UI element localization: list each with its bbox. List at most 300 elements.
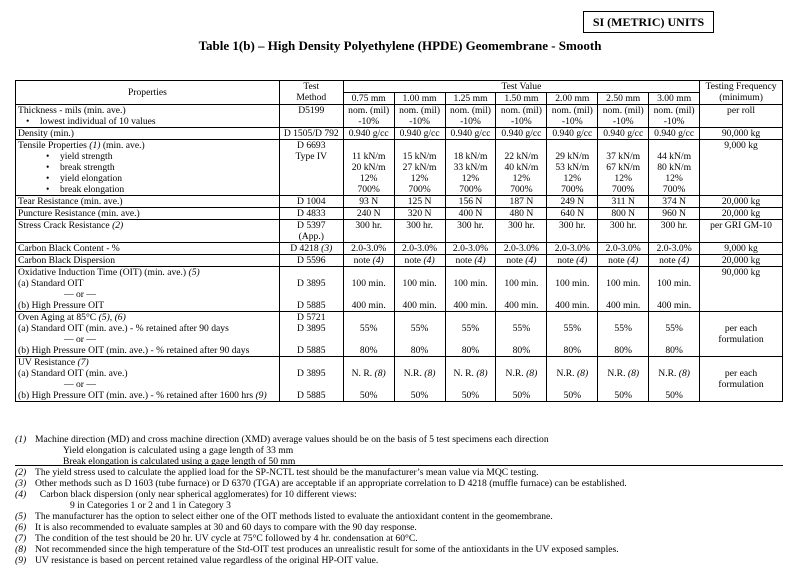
value-line: 700% bbox=[612, 184, 635, 195]
value-line: -10% bbox=[358, 116, 380, 127]
method-line: D 5721 bbox=[297, 312, 326, 323]
prop-oven-or: — or — bbox=[64, 334, 96, 345]
value-text: note bbox=[608, 255, 628, 266]
value-line: 400 min. bbox=[504, 300, 539, 311]
value-cell: 2.0-3.0% bbox=[445, 243, 496, 255]
freq-stress: per GRI GM-10 bbox=[700, 220, 783, 243]
value-cell: 2.0-3.0% bbox=[649, 243, 700, 255]
value-cell bbox=[649, 357, 700, 402]
freq-line: formulation bbox=[718, 379, 764, 390]
value-line: nom. (mil) bbox=[653, 105, 695, 116]
value-line: -10% bbox=[612, 116, 634, 127]
footnote-text: It is also recommended to evaluate samples at 30 and 60 days to compare with the 90 day response. bbox=[35, 522, 417, 533]
value-line: 55% bbox=[614, 323, 633, 334]
value-text: N.R. bbox=[607, 368, 628, 379]
value-cell: 300 hr. bbox=[343, 220, 394, 243]
value-text: N. R. bbox=[453, 368, 477, 379]
prop-thickness bbox=[16, 105, 280, 128]
thickness-header: 1.00 mm bbox=[394, 93, 445, 105]
footnote-label: (9) bbox=[15, 555, 27, 566]
value-cell: 0.940 g/cc bbox=[598, 128, 649, 140]
value-line: 80% bbox=[563, 345, 582, 356]
method-tensile bbox=[279, 140, 343, 196]
value-cell: 2.0-3.0% bbox=[496, 243, 547, 255]
value-cell bbox=[496, 312, 547, 357]
value-cell bbox=[598, 312, 649, 357]
value-line: 55% bbox=[563, 323, 582, 334]
value-line: 55% bbox=[665, 323, 683, 334]
value-line: 100 min. bbox=[402, 278, 437, 289]
prop-oit-or: — or — bbox=[64, 289, 96, 300]
value-cell: 0.940 g/cc bbox=[547, 128, 598, 140]
value-cell: 300 hr. bbox=[445, 220, 496, 243]
thickness-header: 2.50 mm bbox=[598, 93, 649, 105]
note-ref: (4) bbox=[576, 255, 588, 266]
note-ref: (5) bbox=[188, 267, 200, 278]
header-properties: Properties bbox=[16, 81, 280, 105]
value-line: 80% bbox=[614, 345, 633, 356]
prop-oven-std: (a) Standard OIT (min. ave.) - % retained after 90 days bbox=[18, 323, 229, 334]
value-line: 12% bbox=[563, 173, 582, 184]
prop-oit-label: Oxidative Induction Time (OIT) (min. ave.) bbox=[18, 267, 189, 278]
prop-stress-crack bbox=[16, 220, 280, 243]
note-ref: (8) bbox=[627, 368, 640, 379]
note-ref: (4) bbox=[372, 255, 384, 266]
freq-line: per each bbox=[724, 368, 758, 379]
row-puncture bbox=[16, 208, 783, 220]
value-cell bbox=[445, 357, 496, 402]
value-line: 12% bbox=[359, 173, 378, 184]
prop-oit-hp: (b) High Pressure OIT bbox=[18, 300, 105, 311]
footnote-text: The yield stress used to calculate the applied load for the SP-NCTL test should be the manufacturer’s mean value via MQC testing. bbox=[35, 467, 539, 478]
value-cell bbox=[496, 105, 547, 128]
freq-uv bbox=[700, 357, 783, 402]
value-cell bbox=[649, 140, 700, 196]
value-cell: 2.0-3.0% bbox=[343, 243, 394, 255]
value-text: note bbox=[659, 255, 678, 266]
value-line: 700% bbox=[408, 184, 431, 195]
method-thickness: D5199 bbox=[279, 105, 343, 128]
row-oit bbox=[16, 267, 783, 312]
value-cell bbox=[649, 267, 700, 312]
freq-oit: 90,000 kg bbox=[700, 267, 783, 312]
value-line: nom. (mil) bbox=[602, 105, 644, 116]
value-cell bbox=[394, 267, 445, 312]
value-line: 55% bbox=[359, 323, 378, 334]
value-cell: 2.0-3.0% bbox=[394, 243, 445, 255]
value-line: 53 kN/m bbox=[555, 162, 590, 173]
value-cell bbox=[496, 140, 547, 196]
value-line: 11 kN/m bbox=[351, 151, 386, 162]
value-cell bbox=[649, 255, 700, 267]
value-cell: 400 N bbox=[445, 208, 496, 220]
value-cell bbox=[343, 312, 394, 357]
prop-oven bbox=[16, 312, 280, 357]
prop-oit-std: (a) Standard OIT bbox=[18, 278, 84, 289]
value-cell bbox=[649, 312, 700, 357]
value-cell bbox=[394, 357, 445, 402]
footnote-text: Other methods such as D 1603 (tube furnace) or D 6370 (TGA) are acceptable if an appropriate correlation to D 4218 (muffle furnace) can be established. bbox=[35, 478, 627, 489]
value-cell: 320 N bbox=[394, 208, 445, 220]
value-line: 700% bbox=[510, 184, 533, 195]
value-text: note bbox=[353, 255, 373, 266]
prop-oven-hp: (b) High Pressure OIT (min. ave.) - % retained after 90 days bbox=[18, 345, 250, 356]
value-cell: 300 hr. bbox=[394, 220, 445, 243]
value-cell bbox=[598, 267, 649, 312]
footnote-subline: Yield elongation is calculated using a gage length of 33 mm bbox=[63, 445, 294, 456]
method-oven bbox=[279, 312, 343, 357]
note-ref: (1) bbox=[89, 140, 101, 151]
value-line: 400 min. bbox=[402, 300, 437, 311]
value-line: 40 kN/m bbox=[504, 162, 539, 173]
value-line: 50% bbox=[410, 390, 429, 401]
note-ref: (8) bbox=[678, 368, 690, 379]
prop-oven-label: Oven Aging at 85°C bbox=[18, 312, 99, 323]
prop-dispersion: Carbon Black Dispersion bbox=[16, 255, 280, 267]
method-line: D 3895 bbox=[297, 323, 326, 334]
footnote-text: The condition of the test should be 20 hr. UV cycle at 75°C followed by 4 hr. condensation at 60°C. bbox=[35, 533, 418, 544]
freq-line: per each bbox=[724, 323, 758, 334]
header-frequency bbox=[700, 81, 783, 105]
value-text: note bbox=[506, 255, 526, 266]
value-line: 700% bbox=[459, 184, 482, 195]
row-stress-crack bbox=[16, 220, 783, 243]
value-cell: 0.940 g/cc bbox=[649, 128, 700, 140]
freq-density: 90,000 kg bbox=[700, 128, 783, 140]
prop-density: Density (min.) bbox=[16, 128, 280, 140]
value-cell bbox=[598, 140, 649, 196]
value-text: N.R. bbox=[505, 368, 527, 379]
value-line: 80 kN/m bbox=[657, 162, 692, 173]
note-ref: (4) bbox=[677, 255, 690, 266]
method-line: D 3895 bbox=[297, 278, 326, 289]
value-cell: 187 N bbox=[496, 196, 547, 208]
row-tensile bbox=[16, 140, 783, 196]
thickness-header: 1.25 mm bbox=[445, 93, 496, 105]
method-carbon bbox=[279, 243, 343, 255]
value-line: 67 kN/m bbox=[606, 162, 641, 173]
value-cell bbox=[343, 357, 394, 402]
footnote-label: (1) bbox=[15, 434, 27, 445]
value-line: 50% bbox=[665, 390, 683, 401]
method-line: Type IV bbox=[295, 151, 328, 162]
value-line: 700% bbox=[561, 184, 584, 195]
prop-thickness-label: Thickness - mils (min. ave.) bbox=[18, 105, 126, 116]
row-carbon-dispersion bbox=[16, 255, 783, 267]
header-frequency-line1: Testing Frequency bbox=[705, 81, 777, 92]
value-line: nom. (mil) bbox=[399, 105, 441, 116]
value-line: 55% bbox=[410, 323, 429, 334]
row-carbon-content bbox=[16, 243, 783, 255]
value-line: 12% bbox=[665, 173, 683, 184]
value-line: -10% bbox=[409, 116, 430, 127]
note-ref: (4) bbox=[525, 255, 537, 266]
value-cell bbox=[445, 105, 496, 128]
note-ref: (4) bbox=[627, 255, 639, 266]
note-ref: (8) bbox=[476, 368, 488, 379]
footnote-label: (5) bbox=[15, 511, 27, 522]
footnote-text: UV resistance is based on percent retained value regardless of the original HP-OIT value. bbox=[35, 555, 379, 566]
prop-stress-label: Stress Crack Resistance bbox=[18, 220, 113, 231]
value-text: N.R. bbox=[658, 368, 679, 379]
value-cell: 93 N bbox=[343, 196, 394, 208]
footnote-label: (7) bbox=[15, 533, 27, 544]
value-cell: 960 N bbox=[649, 208, 700, 220]
footnotes-top bbox=[15, 434, 783, 467]
prop-oit bbox=[16, 267, 280, 312]
value-line: 50% bbox=[614, 390, 633, 401]
footnote bbox=[15, 511, 783, 522]
freq-tensile: 9,000 kg bbox=[700, 140, 783, 196]
prop-tear: Tear Resistance (min. ave.) bbox=[16, 196, 280, 208]
freq-oven bbox=[700, 312, 783, 357]
prop-uv bbox=[16, 357, 280, 402]
header-test-value: Test Value bbox=[343, 81, 699, 93]
value-cell bbox=[547, 312, 598, 357]
value-cell bbox=[343, 140, 394, 196]
prop-puncture: Puncture Resistance (min. ave.) bbox=[16, 208, 280, 220]
value-cell: 240 N bbox=[343, 208, 394, 220]
value-line: 80% bbox=[665, 345, 683, 356]
row-oven-aging bbox=[16, 312, 783, 357]
method-oit bbox=[279, 267, 343, 312]
method-dispersion: D 5596 bbox=[279, 255, 343, 267]
page-title: Table 1(b) – High Density Polyethylene (HPDE) Geomembrane - Smooth bbox=[198, 38, 602, 53]
value-cell: 311 N bbox=[598, 196, 649, 208]
prop-uv-std: (a) Standard OIT (min. ave.) bbox=[18, 368, 128, 379]
value-cell: 0.940 g/cc bbox=[445, 128, 496, 140]
value-line: 400 min. bbox=[555, 300, 590, 311]
value-cell bbox=[394, 312, 445, 357]
header-frequency-line2: (minimum) bbox=[719, 92, 763, 103]
value-cell bbox=[445, 312, 496, 357]
note-ref: (9) bbox=[255, 390, 267, 401]
value-line: 700% bbox=[662, 184, 686, 195]
value-cell bbox=[496, 267, 547, 312]
footnote-text: 9 in Categories 1 or 2 and 1 in Category 3 bbox=[70, 500, 231, 511]
value-text: note bbox=[455, 255, 475, 266]
note-ref: (4) bbox=[423, 255, 435, 266]
value-line: 37 kN/m bbox=[606, 151, 641, 162]
value-text: N. R. bbox=[351, 368, 375, 379]
value-line: 80% bbox=[512, 345, 531, 356]
prop-tensile-label-tail: (min. ave.) bbox=[100, 140, 145, 151]
value-line: 100 min. bbox=[555, 278, 590, 289]
value-line: 100 min. bbox=[657, 278, 692, 289]
value-line: 12% bbox=[461, 173, 480, 184]
value-text: N.R. bbox=[556, 368, 577, 379]
method-line: D 3895 bbox=[297, 368, 326, 379]
value-cell: 2.0-3.0% bbox=[547, 243, 598, 255]
footnote bbox=[15, 500, 783, 511]
thickness-header: 2.00 mm bbox=[547, 93, 598, 105]
footnote bbox=[15, 522, 783, 533]
header-test-method bbox=[279, 81, 343, 105]
method-line: (App.) bbox=[298, 231, 324, 242]
value-cell bbox=[496, 357, 547, 402]
value-cell bbox=[598, 357, 649, 402]
value-line: 400 min. bbox=[351, 300, 386, 311]
value-line: 80% bbox=[410, 345, 429, 356]
value-cell bbox=[445, 140, 496, 196]
value-cell bbox=[547, 140, 598, 196]
value-line: 33 kN/m bbox=[453, 162, 488, 173]
footnote bbox=[15, 478, 783, 489]
freq-puncture: 20,000 kg bbox=[700, 208, 783, 220]
footnote bbox=[15, 489, 783, 500]
note-ref: (8) bbox=[374, 368, 386, 379]
method-puncture: D 4833 bbox=[279, 208, 343, 220]
note-ref: (3) bbox=[321, 243, 333, 254]
value-cell: 300 hr. bbox=[598, 220, 649, 243]
value-line: 50% bbox=[563, 390, 582, 401]
freq-line: formulation bbox=[718, 334, 764, 345]
freq-thickness: per roll bbox=[700, 105, 783, 128]
value-line: nom. (mil) bbox=[500, 105, 542, 116]
value-cell: 0.940 g/cc bbox=[394, 128, 445, 140]
footnotes-bottom bbox=[15, 465, 783, 566]
method-line: D 5885 bbox=[297, 300, 326, 311]
value-cell: 300 hr. bbox=[496, 220, 547, 243]
value-line: 12% bbox=[512, 173, 531, 184]
value-cell: 374 N bbox=[649, 196, 700, 208]
value-line: 12% bbox=[410, 173, 429, 184]
units-badge: SI (METRIC) UNITS bbox=[583, 11, 714, 33]
value-line: 400 min. bbox=[657, 300, 692, 311]
value-cell bbox=[394, 255, 445, 267]
freq-dispersion: 20,000 kg bbox=[700, 255, 783, 267]
row-uv bbox=[16, 357, 783, 402]
value-line: 400 min. bbox=[606, 300, 641, 311]
value-line: -10% bbox=[561, 116, 583, 127]
thickness-header: 0.75 mm bbox=[343, 93, 394, 105]
prop-sub-item: • break strength bbox=[60, 162, 115, 173]
value-cell: 800 N bbox=[598, 208, 649, 220]
value-line: 50% bbox=[461, 390, 480, 401]
value-cell: 0.940 g/cc bbox=[343, 128, 394, 140]
method-density: D 1505/D 792 bbox=[279, 128, 343, 140]
footnote-text: Not recommended since the high temperature of the Std-OIT test produces an unrealistic result for some of the antioxidants in the UV exposed samples. bbox=[35, 544, 619, 555]
thickness-header: 3.00 mm bbox=[649, 93, 700, 105]
value-cell bbox=[445, 255, 496, 267]
value-cell bbox=[343, 105, 394, 128]
prop-carbon-content: Carbon Black Content - % bbox=[16, 243, 280, 255]
header-method: Method bbox=[296, 92, 327, 103]
value-line: 18 kN/m bbox=[453, 151, 488, 162]
prop-sub-item: • yield elongation bbox=[60, 173, 122, 184]
note-ref: (2) bbox=[112, 220, 124, 231]
prop-sub-item: • yield strength bbox=[60, 151, 113, 162]
value-line: 400 min. bbox=[453, 300, 488, 311]
value-line: 55% bbox=[461, 323, 480, 334]
value-cell: 249 N bbox=[547, 196, 598, 208]
value-cell: 2.0-3.0% bbox=[598, 243, 649, 255]
prop-uv-label: UV Resistance bbox=[18, 357, 78, 368]
value-text: note bbox=[557, 255, 577, 266]
value-line: 29 kN/m bbox=[555, 151, 590, 162]
footnote bbox=[15, 533, 783, 544]
value-text: N.R. bbox=[403, 368, 425, 379]
footnote-subline: Break elongation is calculated using a gage length of 50 mm bbox=[63, 456, 296, 467]
value-cell bbox=[343, 267, 394, 312]
value-line: 50% bbox=[359, 390, 378, 401]
value-line: 27 kN/m bbox=[402, 162, 437, 173]
value-line: 22 kN/m bbox=[504, 151, 539, 162]
value-cell bbox=[547, 255, 598, 267]
footnote-text: Machine direction (MD) and cross machine direction (XMD) average values should be on the basis of 5 test specimens each direction bbox=[35, 434, 549, 445]
prop-thickness-sub: • lowest individual of 10 values bbox=[40, 116, 156, 127]
value-cell bbox=[343, 255, 394, 267]
value-cell bbox=[649, 105, 700, 128]
method-line: D 5885 bbox=[297, 345, 326, 356]
method-carbon-text: D 4218 bbox=[290, 243, 322, 254]
footnote-label: (6) bbox=[15, 522, 27, 533]
footnote-label: (3) bbox=[15, 478, 27, 489]
row-density bbox=[16, 128, 783, 140]
note-ref: (8) bbox=[424, 368, 436, 379]
footnote-text: The manufacturer has the option to select either one of the OIT methods listed to evaluate the antioxidant content in the geomembrane. bbox=[35, 511, 553, 522]
value-line: 15 kN/m bbox=[402, 151, 437, 162]
method-line: D 5397 bbox=[297, 220, 326, 231]
footnote bbox=[15, 467, 783, 478]
value-cell bbox=[598, 105, 649, 128]
value-cell: 156 N bbox=[445, 196, 496, 208]
value-line: nom. (mil) bbox=[449, 105, 492, 116]
value-cell: 480 N bbox=[496, 208, 547, 220]
value-line: -10% bbox=[511, 116, 532, 127]
method-stress bbox=[279, 220, 343, 243]
value-cell bbox=[394, 105, 445, 128]
value-cell bbox=[547, 357, 598, 402]
value-cell: 300 hr. bbox=[547, 220, 598, 243]
value-line: 12% bbox=[614, 173, 633, 184]
row-tear bbox=[16, 196, 783, 208]
footnote-text: Carbon black dispersion (only near spherical agglomerates) for 10 different views: bbox=[35, 489, 357, 500]
value-line: nom. (mil) bbox=[348, 105, 390, 116]
value-cell bbox=[394, 140, 445, 196]
prop-uv-hp: (b) High Pressure OIT (min. ave.) - % retained after 1600 hrs bbox=[18, 390, 256, 401]
spec-table bbox=[15, 80, 783, 402]
note-ref: (4) bbox=[474, 255, 486, 266]
row-thickness bbox=[16, 105, 783, 128]
value-line: -10% bbox=[663, 116, 685, 127]
method-line: D 5885 bbox=[297, 390, 326, 401]
value-cell: 640 N bbox=[547, 208, 598, 220]
value-cell: 300 hr. bbox=[649, 220, 700, 243]
value-line: 44 kN/m bbox=[657, 151, 692, 162]
value-cell bbox=[496, 255, 547, 267]
prop-tensile bbox=[16, 140, 280, 196]
footnote bbox=[15, 544, 783, 555]
value-line: 100 min. bbox=[453, 278, 488, 289]
footnote-label: (4) bbox=[15, 489, 27, 500]
value-text: note bbox=[404, 255, 424, 266]
value-line: 80% bbox=[359, 345, 378, 356]
value-line: 55% bbox=[512, 323, 531, 334]
value-line: 100 min. bbox=[351, 278, 386, 289]
note-ref: (5), (6) bbox=[98, 312, 126, 323]
freq-tear: 20,000 kg bbox=[700, 196, 783, 208]
prop-tensile-label: Tensile Properties bbox=[18, 140, 90, 151]
value-line: 20 kN/m bbox=[351, 162, 386, 173]
value-cell bbox=[547, 267, 598, 312]
method-uv bbox=[279, 357, 343, 402]
value-line: 80% bbox=[461, 345, 480, 356]
value-cell: 125 N bbox=[394, 196, 445, 208]
value-cell bbox=[547, 105, 598, 128]
freq-carbon: 9,000 kg bbox=[700, 243, 783, 255]
value-line: -10% bbox=[460, 116, 481, 127]
